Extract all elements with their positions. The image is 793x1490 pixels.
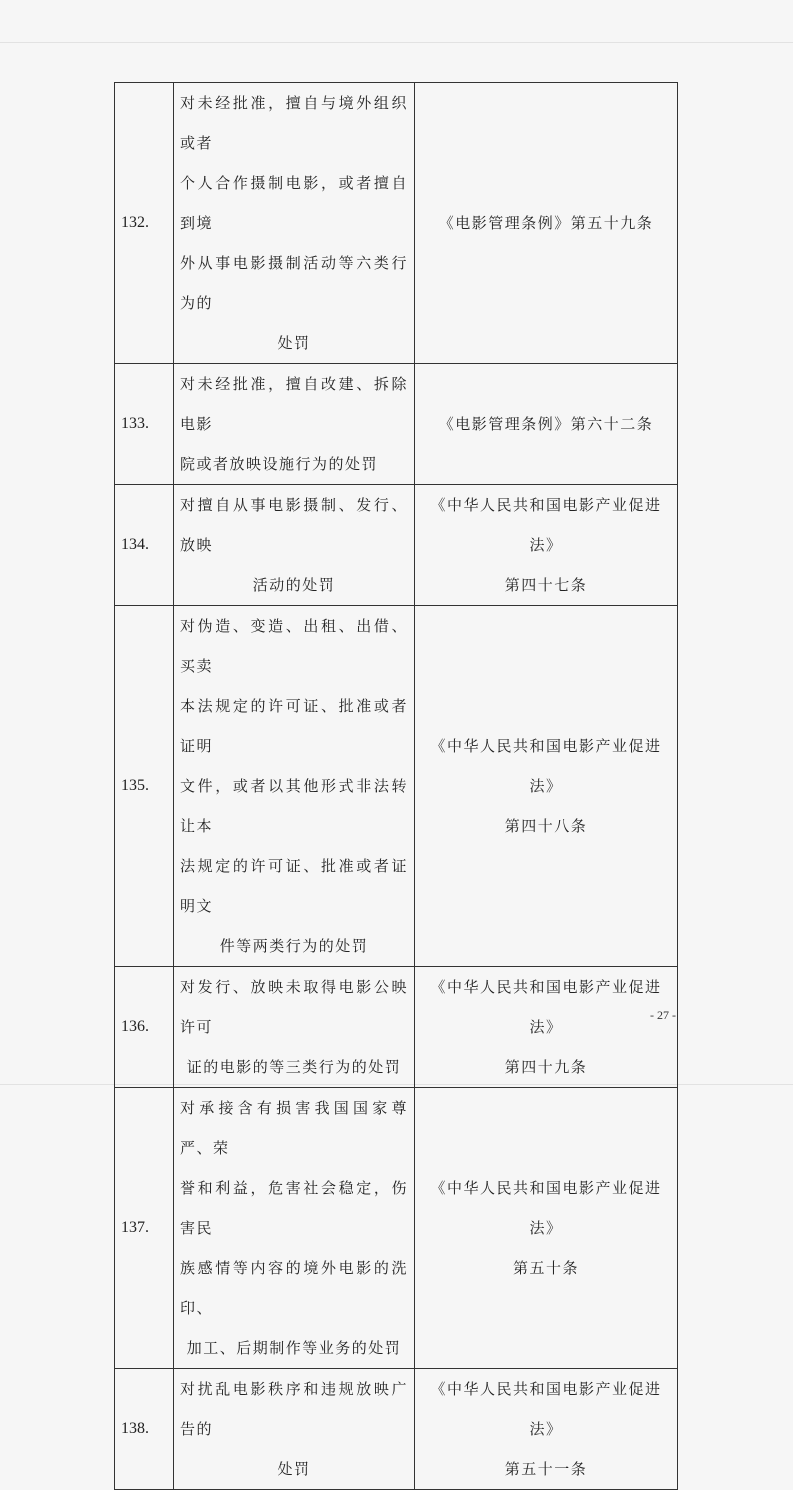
item-line: 对承接含有损害我国国家尊严、荣 — [180, 1099, 408, 1157]
row-number: 138. — [115, 1369, 174, 1490]
table-row — [115, 485, 678, 606]
table-row — [115, 967, 678, 1088]
penalty-item — [174, 364, 415, 485]
penalty-item — [174, 606, 415, 967]
item-line: 对扰乱电影秩序和违规放映广告的 — [180, 1380, 408, 1438]
item-line: 活动的处罚 — [252, 576, 336, 594]
item-line: 个人合作摄制电影，或者擅自到境 — [180, 174, 408, 232]
table-row — [115, 1369, 678, 1490]
basis-line: 第四十九条 — [504, 1058, 588, 1076]
table-row — [115, 83, 678, 364]
penalty-table — [114, 82, 678, 1490]
penalty-item — [174, 1369, 415, 1490]
item-line: 件等两类行为的处罚 — [219, 937, 369, 955]
item-line: 对未经批准，擅自与境外组织或者 — [180, 94, 408, 152]
basis-line: 第四十八条 — [504, 817, 588, 835]
item-line: 文件，或者以其他形式非法转让本 — [180, 777, 408, 835]
item-line: 法规定的许可证、批准或者证明文 — [180, 857, 408, 915]
item-line: 加工、后期制作等业务的处罚 — [186, 1339, 402, 1357]
row-number: 137. — [115, 1088, 174, 1369]
basis-line: 《电影管理条例》第五十九条 — [438, 214, 654, 232]
page-number: - 27 - — [650, 1008, 676, 1022]
row-number: 133. — [115, 364, 174, 485]
basis-line: 《中华人民共和国电影产业促进法》 — [430, 978, 662, 1036]
row-number: 132. — [115, 83, 174, 364]
basis-line: 《中华人民共和国电影产业促进法》 — [430, 1380, 662, 1438]
row-number: 135. — [115, 606, 174, 967]
penalty-item — [174, 967, 415, 1088]
basis-line: 第五十条 — [512, 1259, 579, 1277]
item-line: 对未经批准，擅自改建、拆除电影 — [180, 375, 408, 433]
legal-basis — [415, 364, 678, 485]
item-line: 处罚 — [277, 1460, 311, 1478]
legal-basis — [415, 485, 678, 606]
basis-line: 第四十七条 — [504, 576, 588, 594]
legal-basis — [415, 1088, 678, 1369]
penalty-item — [174, 1088, 415, 1369]
legal-basis — [415, 83, 678, 364]
basis-line: 第五十一条 — [504, 1460, 588, 1478]
legal-basis — [415, 606, 678, 967]
item-line: 外从事电影摄制活动等六类行为的 — [180, 254, 408, 312]
legal-basis — [415, 967, 678, 1088]
item-line: 处罚 — [277, 334, 311, 352]
item-line: 对发行、放映未取得电影公映许可 — [180, 978, 408, 1036]
row-number: 136. — [115, 967, 174, 1088]
basis-line: 《中华人民共和国电影产业促进法》 — [430, 496, 662, 554]
item-line: 证的电影的等三类行为的处罚 — [186, 1058, 402, 1076]
item-line: 对擅自从事电影摄制、发行、放映 — [180, 496, 408, 554]
row-number: 134. — [115, 485, 174, 606]
item-line: 族感情等内容的境外电影的洗印、 — [180, 1259, 408, 1317]
table-row — [115, 364, 678, 485]
table-row — [115, 1088, 678, 1369]
scan-artifact-line — [0, 42, 793, 43]
basis-line: 《中华人民共和国电影产业促进法》 — [430, 1179, 662, 1237]
basis-line: 《电影管理条例》第六十二条 — [438, 415, 654, 433]
item-line: 本法规定的许可证、批准或者证明 — [180, 697, 408, 755]
penalty-item — [174, 83, 415, 364]
table-row — [115, 606, 678, 967]
legal-basis — [415, 1369, 678, 1490]
penalty-item — [174, 485, 415, 606]
item-line: 院或者放映设施行为的处罚 — [180, 455, 379, 473]
item-line: 誉和利益，危害社会稳定，伤害民 — [180, 1179, 408, 1237]
item-line: 对伪造、变造、出租、出借、买卖 — [180, 617, 408, 675]
basis-line: 《中华人民共和国电影产业促进法》 — [430, 737, 662, 795]
